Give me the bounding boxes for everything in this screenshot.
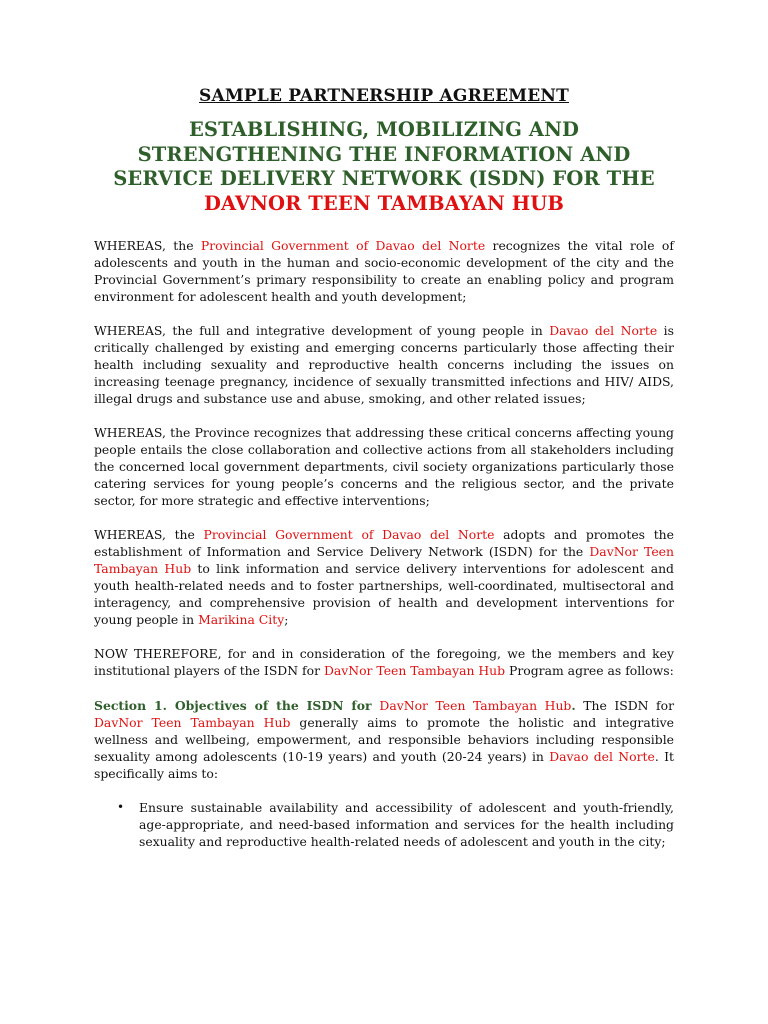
p5-hub-name: DavNor Teen Tambayan Hub <box>323 663 506 678</box>
section-1-hub-name: DavNor Teen Tambayan Hub <box>94 715 291 730</box>
p3-text-a: WHEREAS, the Province recognizes that addressing these critical concerns affecting young people entails the close collaboration and collective actions from all stakeholders including the concerned local government departments, civil society organizations particularly those catering services for young people’s concerns and the religious sector, and the private sector, for more strategic and effective interventions; <box>94 425 674 508</box>
p4-text-g: ; <box>284 612 289 627</box>
p1-text-c: recognizes the vital role of adolescents and youth in the human and socio-economic development of the city and the Provincial Government’s primary responsibility to create an enabling policy and program environment for adolescent health and youth development; <box>94 238 674 304</box>
section-1-heading-c: . <box>571 698 576 713</box>
whereas-paragraph-3 <box>94 424 674 509</box>
document-page <box>94 86 674 850</box>
p2-text-c: is critically challenged by existing and emerging concerns particularly those affecting their health including sexuality and reproductive health concerns including the issues on increasing teenage pregnancy, incidence of sexually transmitted infections and HIV/ AIDS, illegal drugs and substance use and abuse, smoking, and other related issues; <box>94 323 675 406</box>
bullet-marker: • <box>117 800 125 814</box>
section-1-heading-hub-name: DavNor Teen Tambayan Hub <box>379 698 572 713</box>
title-part-1: ESTABLISHING, MOBILIZING AND STRENGTHENING THE INFORMATION AND SERVICE DELIVERY NETWORK (ISDN) FOR THE <box>113 118 655 190</box>
p1-text-a: WHEREAS, the <box>94 238 201 253</box>
p4-text-c: adopts and promotes the establishment of Information and Service Delivery Network (ISDN) for the <box>94 527 674 559</box>
p5-text-c: Program agree as follows: <box>505 663 674 678</box>
p2-text-a: WHEREAS, the full and integrative development of young people in <box>94 323 550 338</box>
p4-text-a: WHEREAS, the <box>94 527 204 542</box>
section-1-text-a: The ISDN for <box>575 698 675 713</box>
list-item-text: Ensure sustainable availability and accessibility of adolescent and youth-friendly, age-appropriate, and need-based information and services for the health including sexuality and reproductive health-related needs of adolescent and youth in the city; <box>139 800 674 849</box>
now-therefore-paragraph <box>94 645 674 679</box>
p5-text-a: NOW THEREFORE, for and in consideration of the foregoing, we the members and key institutional players of the ISDN for <box>94 646 674 678</box>
p1-province-name: Provincial Government of Davao del Norte <box>200 238 486 253</box>
whereas-paragraph-4 <box>94 526 674 628</box>
title-part-2-hub-name: DAVNOR TEEN TAMBAYAN HUB <box>204 191 564 215</box>
section-1-province-name: Davao del Norte <box>549 749 655 764</box>
document-title <box>94 118 674 216</box>
section-1-text-c: generally aims to promote the holistic and integrative wellness and wellbeing, empowerment, and responsible behaviors including responsible sexuality among adolescents (10-19 years) and youth (20-24 years) in <box>94 715 674 764</box>
p2-province-name: Davao del Norte <box>549 323 658 338</box>
section-1-heading-a: Section 1. Objectives of the ISDN for <box>94 698 380 713</box>
section-1-paragraph <box>94 697 674 782</box>
section-1-heading <box>94 698 576 713</box>
p4-city-name: Marikina City <box>198 612 285 627</box>
objectives-list <box>94 799 674 850</box>
whereas-paragraph-2 <box>94 322 674 407</box>
section-1-text-e: . It specifically aims to: <box>94 749 674 781</box>
p4-hub-name: DavNor Teen Tambayan Hub <box>94 544 674 576</box>
whereas-paragraph-1 <box>94 237 674 305</box>
p4-province-name: Provincial Government of Davao del Norte <box>203 527 495 542</box>
list-item <box>117 799 674 850</box>
p4-text-e: to link information and service delivery interventions for adolescent and youth health-related needs and to foster partnerships, well-coordinated, multisectoral and interagency, and comprehensive provision of health and development interventions for young people in <box>94 561 674 627</box>
document-kicker: SAMPLE PARTNERSHIP AGREEMENT <box>198 86 570 106</box>
